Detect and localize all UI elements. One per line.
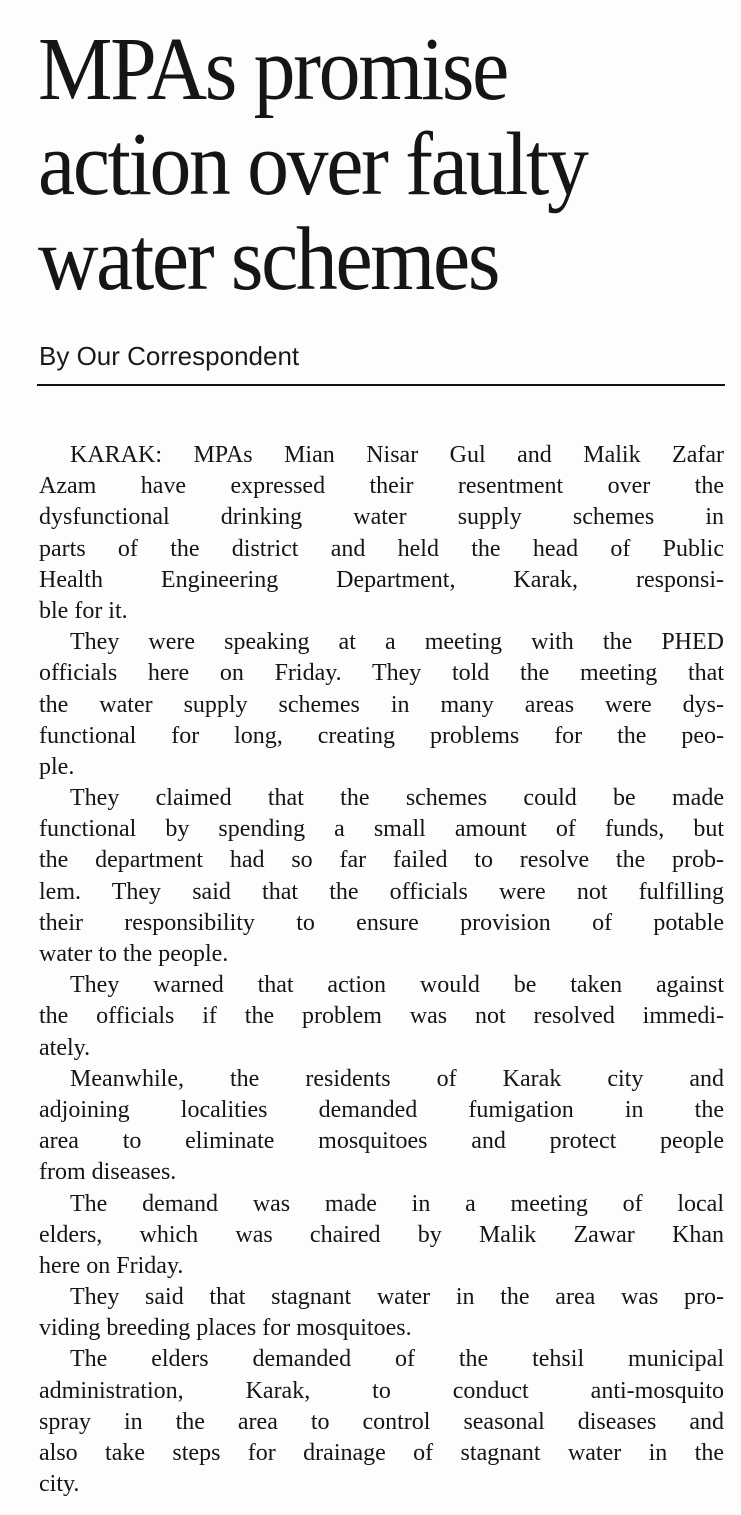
paragraph-line: area to eliminate mosquitoes and protect people xyxy=(39,1128,724,1155)
headline-line: MPAs promise xyxy=(38,20,507,119)
paragraph xyxy=(39,1344,724,1500)
paragraph-line: elders, which was chaired by Malik Zawar Khan xyxy=(39,1221,724,1248)
paragraph-line: They said that stagnant water in the area was pro- xyxy=(70,1284,724,1311)
paragraph-line: They were speaking at a meeting with the PHED xyxy=(70,629,724,656)
paragraph-line: the department had so far failed to resolve the prob- xyxy=(39,847,724,874)
paragraph-line: They claimed that the schemes could be made xyxy=(70,785,724,812)
paragraph-line: Health Engineering Department, Karak, responsi- xyxy=(39,566,724,593)
paragraph-line: from diseases. xyxy=(39,1159,177,1186)
paragraph xyxy=(39,627,724,783)
paragraph-line: Meanwhile, the residents of Karak city and xyxy=(70,1065,724,1092)
paragraph-line: the officials if the problem was not resolved immedi- xyxy=(39,1003,724,1030)
paragraph-line: adjoining localities demanded fumigation in the xyxy=(39,1096,724,1123)
paragraph xyxy=(39,970,724,1064)
paragraph-line: Azam have expressed their resentment over the xyxy=(39,473,724,500)
paragraph xyxy=(39,440,724,627)
paragraph-line: parts of the district and held the head of Public xyxy=(39,535,724,562)
paragraph xyxy=(39,1064,724,1189)
paragraph-line: viding breeding places for mosquitoes. xyxy=(39,1315,412,1342)
paragraph-line: water to the people. xyxy=(39,941,229,967)
paragraph-line: ately. xyxy=(39,1034,91,1061)
paragraph-line: They warned that action would be taken against xyxy=(70,972,724,999)
paragraph xyxy=(39,1189,724,1283)
paragraph-line: spray in the area to control seasonal diseases and xyxy=(39,1408,724,1435)
paragraph-line: dysfunctional drinking water supply schemes in xyxy=(39,504,724,531)
paragraph-line: here on Friday. xyxy=(39,1252,184,1279)
byline: By Our Correspondent xyxy=(39,341,300,371)
paragraph xyxy=(39,783,724,970)
paragraph-line: lem. They said that the officials were not fulfilling xyxy=(39,878,724,905)
paragraph-line: ble for it. xyxy=(39,597,128,624)
paragraph-line: administration, Karak, to conduct anti-mosquito xyxy=(39,1377,724,1404)
paragraph xyxy=(39,1282,724,1344)
paragraph-line: officials here on Friday. They told the meeting that xyxy=(39,660,724,687)
paragraph-line: also take steps for drainage of stagnant water in the xyxy=(39,1440,724,1466)
paragraph-line: functional for long, creating problems for the peo- xyxy=(39,722,724,749)
paragraph-line: the water supply schemes in many areas were dys- xyxy=(39,691,724,718)
paragraph-line: The elders demanded of the tehsil municipal xyxy=(70,1346,724,1373)
paragraph-line: functional by spending a small amount of funds, but xyxy=(39,816,724,843)
headline xyxy=(38,22,680,307)
paragraph-line: ple. xyxy=(39,753,75,780)
headline-line: action over faulty xyxy=(38,115,587,214)
paragraph-line: their responsibility to ensure provision of potable xyxy=(39,909,724,936)
paragraph-line: city. xyxy=(39,1471,80,1498)
paragraph-line: The demand was made in a meeting of local xyxy=(70,1190,724,1217)
paragraph-line: KARAK: MPAs Mian Nisar Gul and Malik Zafar xyxy=(70,442,724,468)
article-body xyxy=(39,440,724,1500)
headline-line: water schemes xyxy=(38,210,499,309)
byline-divider xyxy=(37,384,725,386)
